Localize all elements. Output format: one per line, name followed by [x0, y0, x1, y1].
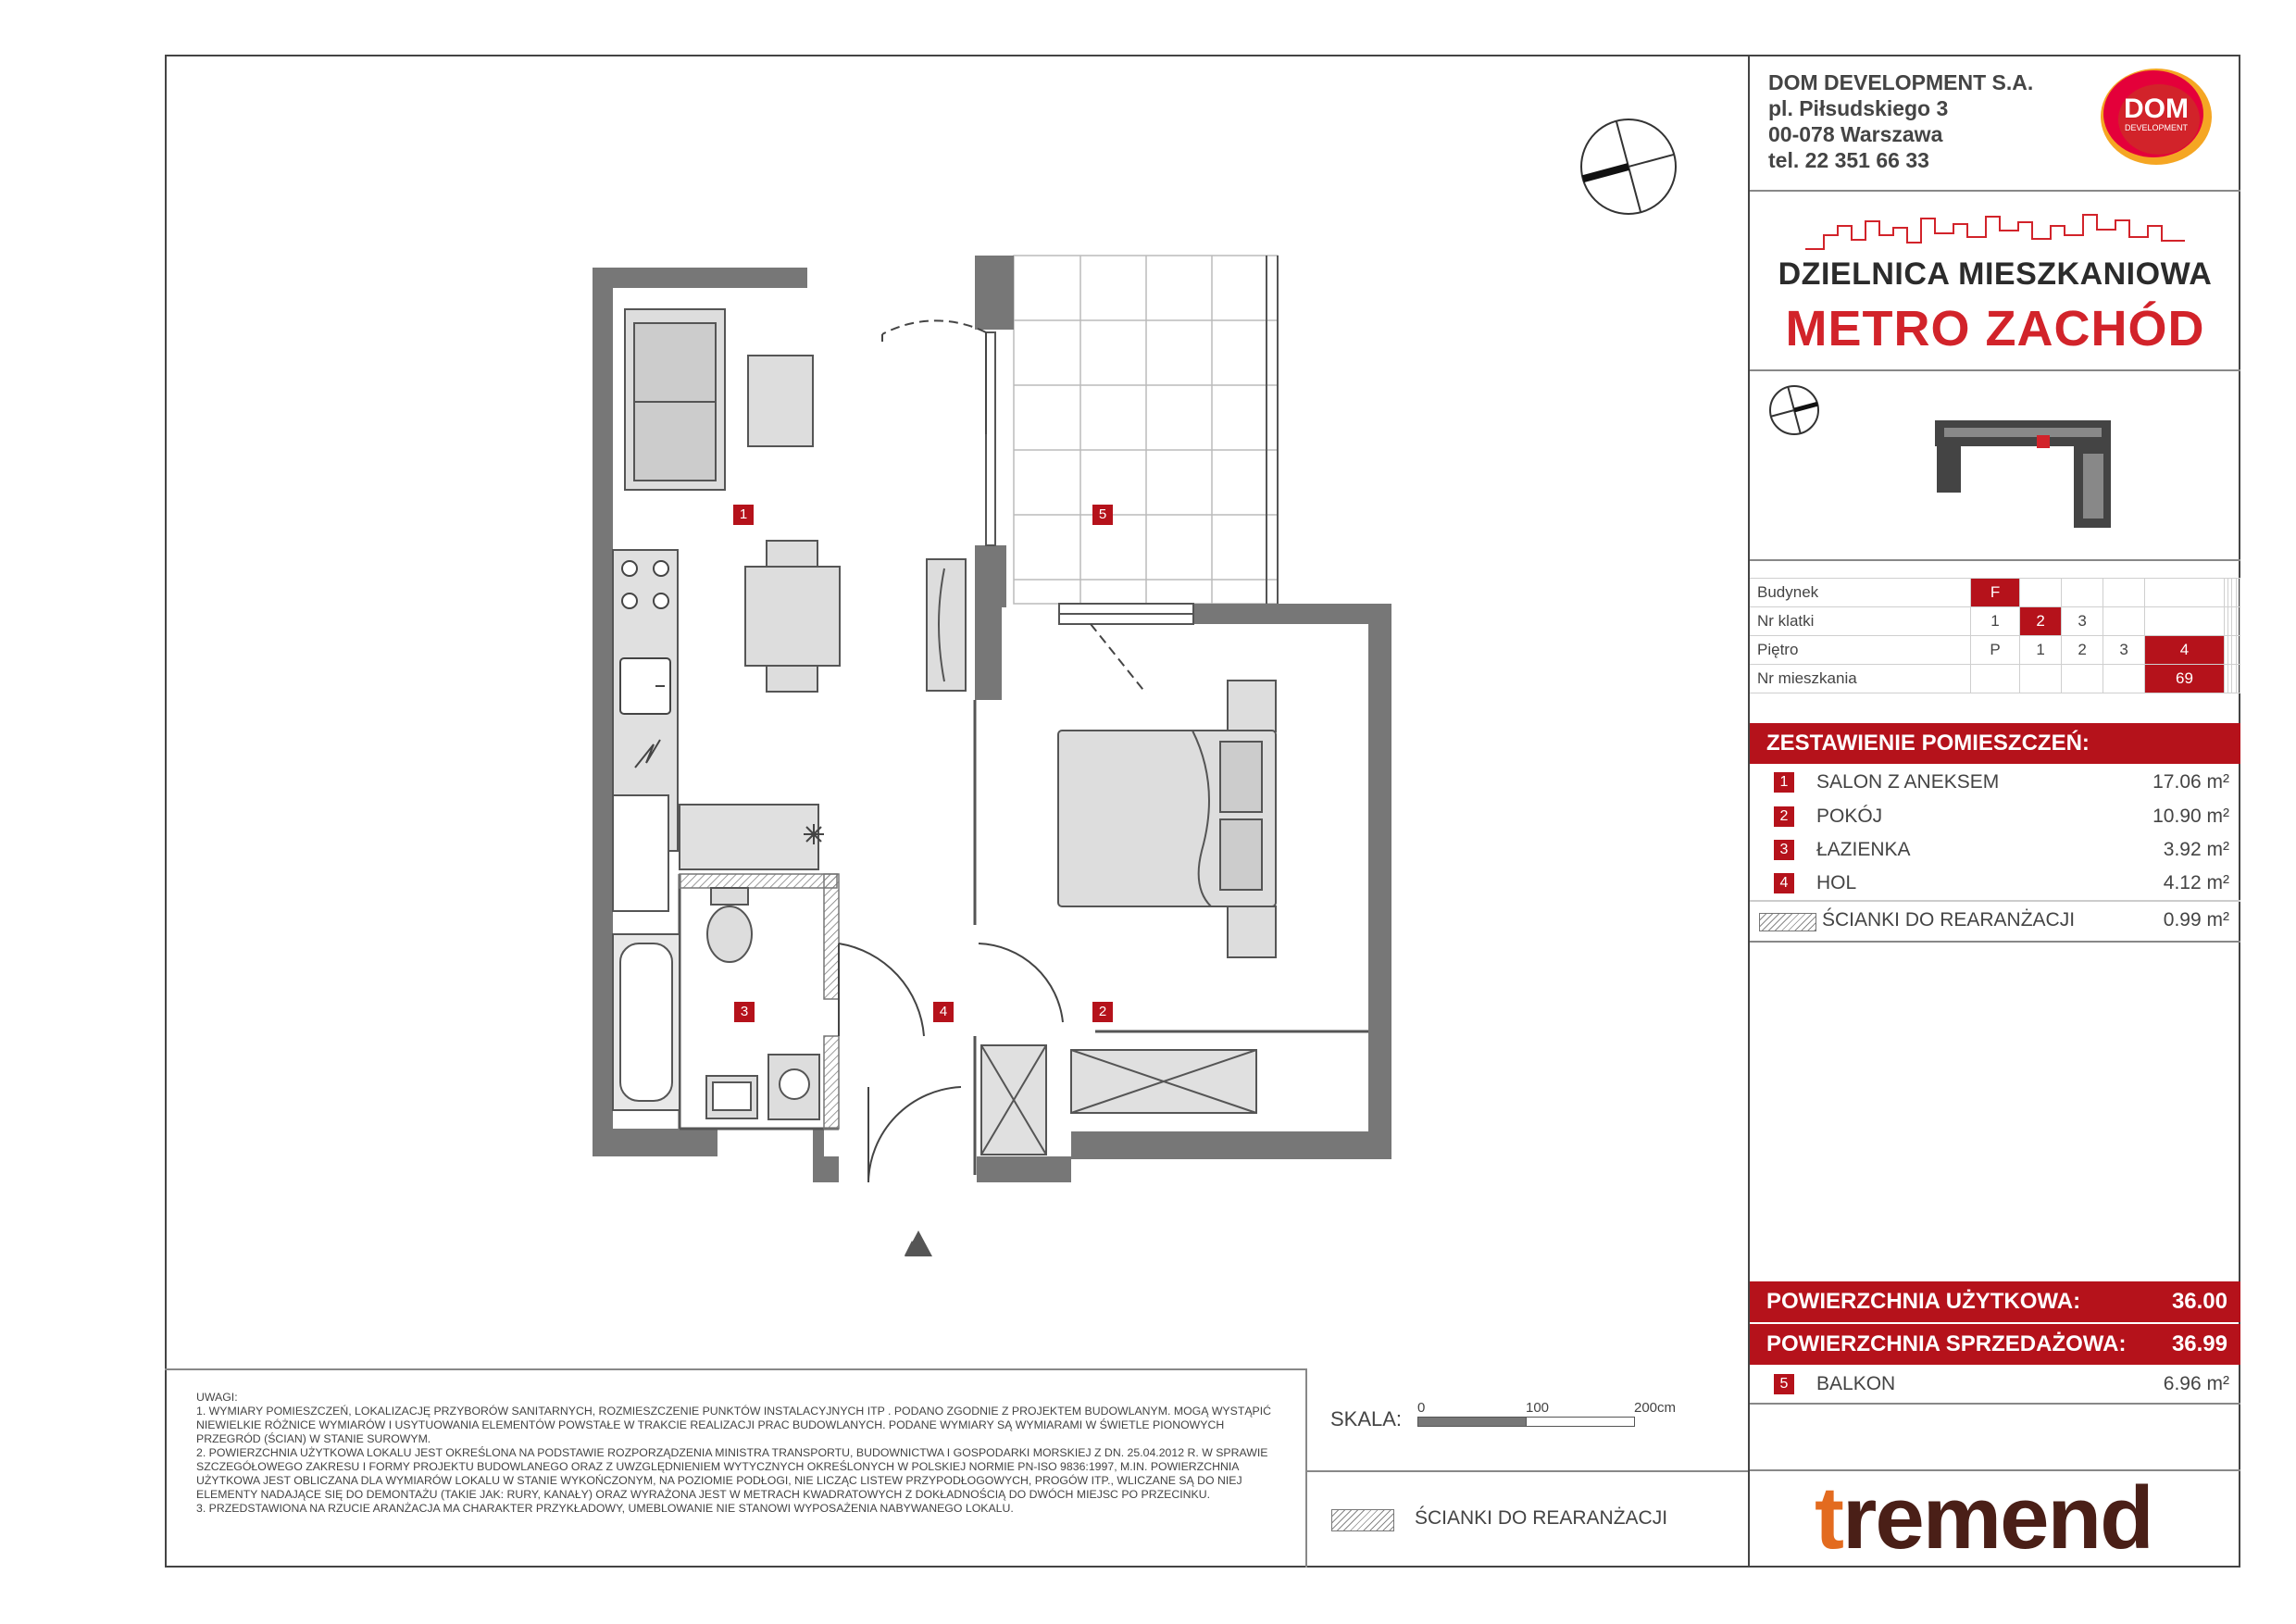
scale-tick-0: 0 [1417, 1400, 1426, 1416]
room-row [1750, 766, 2240, 799]
hall-wardrobe-icon [981, 1045, 1046, 1155]
tremend-logo [1815, 1468, 2152, 1569]
scale-bar-dark [1417, 1417, 1527, 1427]
room-num: 3 [1774, 840, 1794, 860]
floor-cell: 2 [2062, 636, 2103, 665]
rearrangement-row [1750, 904, 2240, 937]
scale-tick-200: 200cm [1634, 1400, 1677, 1416]
room-num: 4 [1774, 873, 1794, 893]
plan-label-4: 4 [933, 1002, 954, 1022]
room-area: 3.92 m² [2163, 839, 2229, 860]
row-label: Nr klatki [1750, 607, 1971, 636]
snowflake-icon [804, 824, 824, 844]
balcony-num: 5 [1774, 1374, 1794, 1394]
room-name: HOL [1816, 872, 1857, 893]
room-row [1750, 800, 2240, 833]
balcony-name: BALKON [1816, 1373, 1896, 1394]
row-label: Piętro [1750, 636, 1971, 665]
plan-label-5: 5 [1092, 505, 1113, 525]
balcony-area: 6.96 m² [2163, 1373, 2229, 1394]
bed-icon [1058, 681, 1276, 957]
room-name: POKÓJ [1816, 806, 1883, 827]
row-staircase [1750, 607, 2240, 636]
site-plan-icon [1759, 383, 2240, 564]
notes [196, 1391, 1289, 1516]
dining-table-icon [745, 541, 840, 692]
staircase-cell: 3 [2062, 607, 2103, 636]
notes-title: UWAGI: [196, 1391, 238, 1404]
room-name: SALON Z ANEKSEM [1816, 771, 2000, 793]
room-num: 2 [1774, 806, 1794, 827]
scale-divider [1307, 1470, 1748, 1472]
sales-area-bar [1750, 1324, 2240, 1365]
plan-label-3: 3 [734, 1002, 755, 1022]
hatch-swatch [1759, 913, 1816, 931]
rooms-header: ZESTAWIENIE POMIESZCZEŃ: [1750, 723, 2240, 764]
floor-cell-selected: 4 [2145, 636, 2225, 665]
info-panel [1748, 55, 2240, 1568]
kitchen-sink-icon [620, 658, 670, 714]
scale-label: SKALA: [1330, 1407, 1403, 1430]
legend-hatch-swatch [1331, 1509, 1394, 1531]
bathtub-icon [613, 934, 680, 1110]
note-3: 3. PRZEDSTAWIONA NA RZUCIE ARANŻACJA MA CHARAKTER PRZYKŁADOWY, UMEBLOWANIE NIE STANOWI WYPOSAŻENIA NABYWANEGO LOKALU. [196, 1502, 1014, 1515]
building-cell: F [1971, 579, 2020, 607]
sofa-icon [625, 309, 725, 490]
room-name: ŁAZIENKA [1816, 839, 1911, 860]
usable-area-value: 36.00 [2171, 1289, 2227, 1314]
tremend-logo-rest: remend [1841, 1468, 2152, 1568]
company-street: pl. Piłsudskiego 3 [1768, 96, 1949, 120]
company-phone: tel. 22 351 66 33 [1768, 148, 1929, 172]
rearrangement-name: ŚCIANKI DO REARANŻACJI [1822, 909, 2076, 931]
sales-area-value: 36.99 [2171, 1331, 2227, 1356]
plan-label-2: 2 [1092, 1002, 1113, 1022]
sales-area-label: POWIERZCHNIA SPRZEDAŻOWA: [1766, 1331, 2127, 1356]
compass-icon [1581, 119, 1676, 214]
armchair-icon [748, 356, 813, 446]
project-line2: METRO ZACHÓD [1785, 301, 2205, 356]
staircase-cell: 1 [1971, 607, 2020, 636]
logo-text: DOM [2124, 94, 2189, 124]
room-area: 4.12 m² [2163, 872, 2229, 893]
scale-tick-100: 100 [1526, 1400, 1550, 1416]
notes-divider [165, 1368, 1305, 1370]
notes-vdivider [1305, 1368, 1307, 1568]
note-1: 1. WYMIARY POMIESZCZEŃ, LOKALIZACJĘ PRZYBORÓW SANITARNYCH, ROZMIESZCZENIE PUNKTÓW INSTALACYJNYCH ITP . PODANO ZGODNIE Z PROJEKTEM BUDOWLANYM. MOGĄ WYSTĄPIĆ NIEWIELKIE RÓŻNICE WYMIARÓW I USYTUOWANIA ELEMENTÓW POWSTAŁE W TRAKCIE REALIZACJI PRAC BUDOWLANYCH. PODANE WYMIARY SĄ WYMIARAMI W ŚWIETLE PIONOWYCH PRZEGRÓD (ŚCIAN) W STANIE SUROWYM. [196, 1405, 1272, 1445]
row-label: Nr mieszkania [1750, 665, 1971, 693]
balcony-area [1014, 256, 1278, 604]
tremend-logo-first: t [1815, 1468, 1842, 1568]
toilet-icon [707, 888, 752, 962]
project-line1: DZIELNICA MIESZKANIOWA [1778, 256, 2213, 292]
note-2: 2. POWIERZCHNIA UŻYTKOWA LOKALU JEST OKREŚLONA NA PODSTAWIE ROZPORZĄDZENIA MINISTRA TRANSPORTU, BUDOWNICTWA I GOSPODARKI MORSKIEJ Z DN. 25.04.2012 R. W SPRAWIE SZCZEGÓŁOWEGO ZAKRESU I FORMY PROJEKTU BUDOWLANEGO ORAZ Z UWZGLĘDNIENIEM WYTYCZNYCH OKREŚLONYCH W POLSKIEJ NORMIE PN-ISO 9836:1997, M.IN. POWIERZCHNIA UŻYTKOWA JEST OBLICZANA DLA WYMIARÓW LOKALU W STANIE WYKOŃCZONYM, NA POZIOMIE PODŁOGI, NIE LICZĄC LISTEW PRZYPODŁOGOWYCH, PROGÓW ITP., WLICZANE SĄ DO NIEJ ELEMENTY NADAJĄCE SIĘ DO DEMONTAŻU (TAKIE JAK: RURY, KANAŁY) ORAZ WYRAŻONA JEST W METRACH KWADRATOWYCH Z DOKŁADNOŚCIĄ DO DWÓCH MIEJSC PO PRZECINKU. [196, 1446, 1268, 1501]
room-area: 10.90 m² [2152, 806, 2229, 827]
room-row [1750, 833, 2240, 867]
floor-plan [165, 55, 1750, 1369]
staircase-cell-selected: 2 [2020, 607, 2062, 636]
scale-bar-light [1526, 1417, 1635, 1427]
company-name: DOM DEVELOPMENT S.A. [1768, 70, 2034, 94]
location-table [1750, 578, 2240, 693]
room-row [1750, 867, 2240, 900]
rearrangement-area: 0.99 m² [2163, 909, 2229, 931]
usable-area-bar [1750, 1281, 2240, 1322]
row-building [1750, 579, 2240, 607]
room-area: 17.06 m² [2152, 771, 2229, 793]
floor-cell: 1 [2020, 636, 2062, 665]
skyline-icon [1805, 207, 2185, 254]
washbasin-icon [706, 1076, 757, 1118]
row-apartment [1750, 665, 2240, 693]
washing-machine-icon [768, 1055, 819, 1119]
floor-cell: P [1971, 636, 2020, 665]
apartment-cell-selected: 69 [2145, 665, 2225, 693]
plan-label-1: 1 [733, 505, 754, 525]
company-info [1768, 69, 2033, 173]
floor-cell: 3 [2103, 636, 2145, 665]
row-floor [1750, 636, 2240, 665]
tv-cabinet-icon [927, 559, 966, 691]
row-label: Budynek [1750, 579, 1971, 607]
wardrobe-icon [1071, 1050, 1256, 1113]
usable-area-label: POWIERZCHNIA UŻYTKOWA: [1766, 1289, 2081, 1314]
company-city: 00-078 Warszawa [1768, 122, 1943, 146]
legend-label: ŚCIANKI DO REARANŻACJI [1415, 1507, 1668, 1529]
logo-subtext: DEVELOPMENT [2124, 123, 2188, 132]
room-num: 1 [1774, 772, 1794, 793]
balcony-row [1750, 1368, 2240, 1401]
